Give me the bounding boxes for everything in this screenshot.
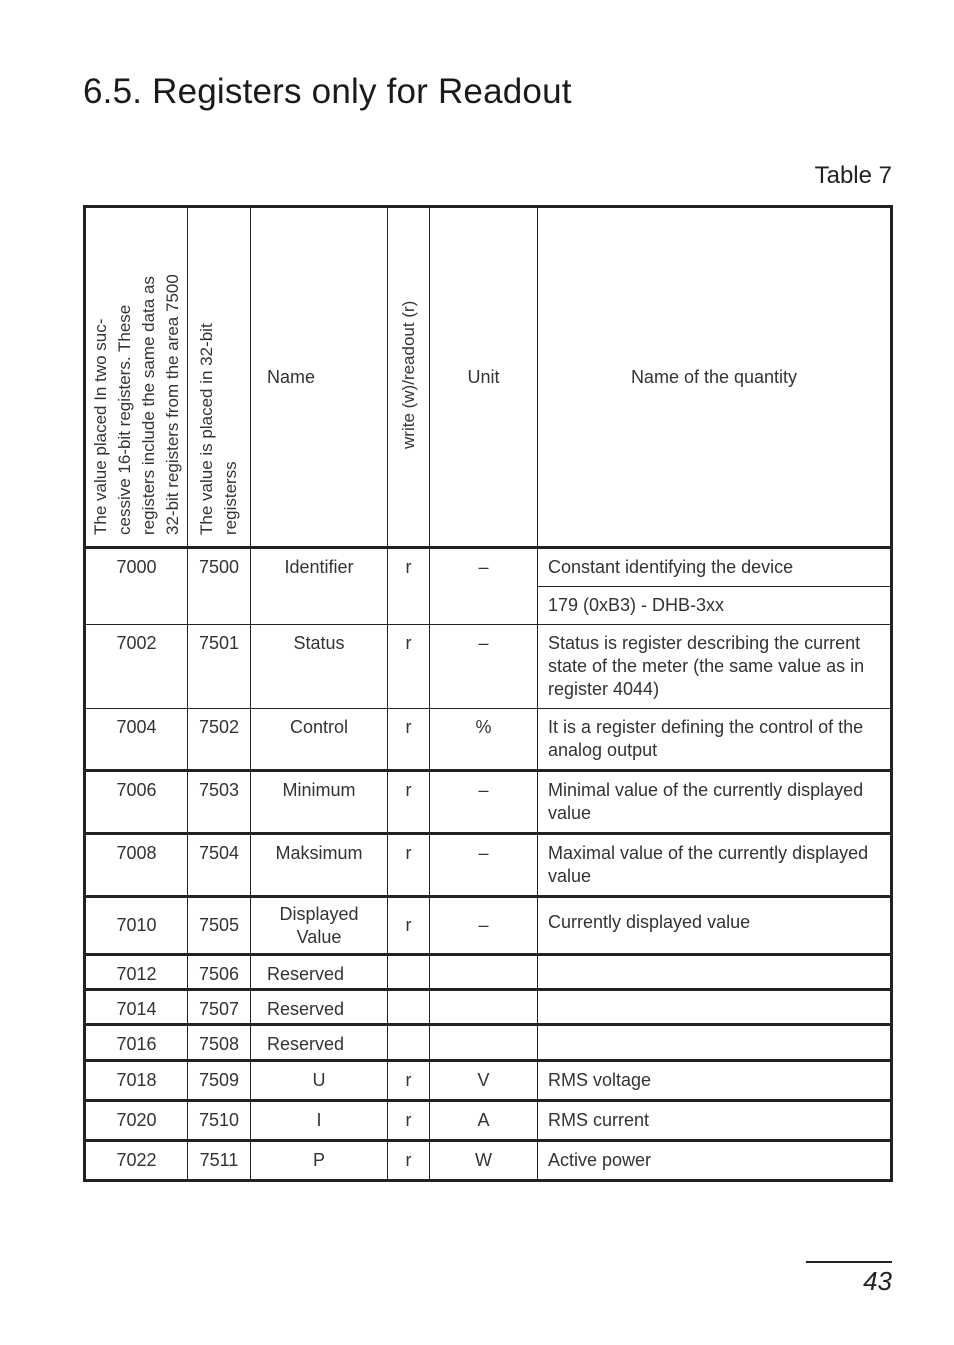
table-cell: 7012 bbox=[85, 955, 188, 990]
table-cell: 7511 bbox=[188, 1141, 251, 1181]
rotated-header-text: write (w)/readout (r) bbox=[398, 300, 418, 449]
table-cell: Maximal value of the currently displayed value bbox=[538, 834, 892, 897]
table-cell: 7510 bbox=[188, 1101, 251, 1141]
table-header-row bbox=[85, 207, 892, 548]
registers-table bbox=[83, 205, 893, 1182]
table-cell: % bbox=[430, 709, 538, 771]
table-cell: 7506 bbox=[188, 955, 251, 990]
table-cell: Status is register describing the current state of the meter (the same value as in register 4044) bbox=[538, 625, 892, 709]
table-cell: 7010 bbox=[85, 897, 188, 955]
table-cell: 7006 bbox=[85, 771, 188, 834]
page-title: 6.5. Registers only for Readout bbox=[83, 72, 572, 111]
table-cell: Identifier bbox=[251, 548, 388, 625]
table-cell: r bbox=[388, 625, 430, 709]
table-cell: r bbox=[388, 1141, 430, 1181]
table-row bbox=[85, 897, 892, 955]
table-cell: 7508 bbox=[188, 1025, 251, 1061]
table-cell: r bbox=[388, 1101, 430, 1141]
table-cell: 7014 bbox=[85, 990, 188, 1025]
table-cell: Minimal value of the currently displayed value bbox=[538, 771, 892, 834]
table-cell bbox=[388, 955, 430, 990]
table-cell: r bbox=[388, 771, 430, 834]
table-cell: Active power bbox=[538, 1141, 892, 1181]
table-cell: Maksimum bbox=[251, 834, 388, 897]
table-cell: – bbox=[430, 625, 538, 709]
table-cell: RMS current bbox=[538, 1101, 892, 1141]
table-cell bbox=[430, 955, 538, 990]
table-cell: I bbox=[251, 1101, 388, 1141]
header-32bit-registers bbox=[188, 207, 251, 548]
header-unit: Unit bbox=[430, 207, 538, 548]
table-cell: Status bbox=[251, 625, 388, 709]
page-number-rule bbox=[806, 1261, 892, 1263]
table-cell: 7020 bbox=[85, 1101, 188, 1141]
rotated-header-text: The value is placed in 32-bit registerss bbox=[197, 322, 240, 535]
table-cell: – bbox=[430, 548, 538, 625]
header-name: Name bbox=[251, 207, 388, 548]
table-caption: Table 7 bbox=[814, 162, 892, 189]
table-cell: Reserved bbox=[251, 990, 388, 1025]
table-row bbox=[85, 1061, 892, 1101]
table-cell: W bbox=[430, 1141, 538, 1181]
table-cell: V bbox=[430, 1061, 538, 1101]
table-cell: Reserved bbox=[251, 1025, 388, 1061]
table-cell bbox=[538, 1025, 892, 1061]
table-row bbox=[85, 1101, 892, 1141]
table-cell: 179 (0xB3) - DHB-3xx bbox=[538, 587, 892, 625]
table-row bbox=[85, 771, 892, 834]
header-write-readout bbox=[388, 207, 430, 548]
table-cell: 7500 bbox=[188, 548, 251, 625]
header-16bit-registers bbox=[85, 207, 188, 548]
table-cell: 7000 bbox=[85, 548, 188, 625]
table-cell: 7002 bbox=[85, 625, 188, 709]
table-cell: 7509 bbox=[188, 1061, 251, 1101]
table-cell bbox=[430, 990, 538, 1025]
table-row bbox=[85, 1141, 892, 1181]
table-cell: 7507 bbox=[188, 990, 251, 1025]
table-cell: RMS voltage bbox=[538, 1061, 892, 1101]
table-row bbox=[85, 625, 892, 709]
table-cell: Minimum bbox=[251, 771, 388, 834]
table-cell: 7505 bbox=[188, 897, 251, 955]
rotated-header-text: The value placed In two suc- cessive 16-bit registers. These registers include the same data as 32-bit registers from the area 7500 bbox=[90, 273, 182, 535]
table-cell: – bbox=[430, 897, 538, 955]
table-cell: r bbox=[388, 548, 430, 625]
table-cell: 7022 bbox=[85, 1141, 188, 1181]
table-row bbox=[85, 990, 892, 1025]
table-cell: 7502 bbox=[188, 709, 251, 771]
table-cell: U bbox=[251, 1061, 388, 1101]
table-cell: – bbox=[430, 771, 538, 834]
table-row bbox=[85, 548, 892, 587]
table-cell: Currently displayed value bbox=[538, 897, 892, 955]
table-cell: r bbox=[388, 834, 430, 897]
table-cell bbox=[538, 990, 892, 1025]
table-cell: r bbox=[388, 897, 430, 955]
table-cell: 7018 bbox=[85, 1061, 188, 1101]
table-cell: r bbox=[388, 1061, 430, 1101]
table-cell: A bbox=[430, 1101, 538, 1141]
table-row bbox=[85, 1025, 892, 1061]
table-cell bbox=[388, 1025, 430, 1061]
table-cell bbox=[538, 955, 892, 990]
table-cell: Reserved bbox=[251, 955, 388, 990]
table-cell: Constant identifying the device bbox=[538, 548, 892, 587]
table-row bbox=[85, 834, 892, 897]
table-cell: 7501 bbox=[188, 625, 251, 709]
header-quantity: Name of the quantity bbox=[538, 207, 892, 548]
page-number: 43 bbox=[863, 1266, 892, 1296]
table-cell: 7503 bbox=[188, 771, 251, 834]
table-cell: P bbox=[251, 1141, 388, 1181]
table-cell: 7016 bbox=[85, 1025, 188, 1061]
table-row bbox=[85, 709, 892, 771]
table-cell: Displayed Value bbox=[251, 897, 388, 955]
table-cell: – bbox=[430, 834, 538, 897]
table-cell: It is a register defining the control of the analog output bbox=[538, 709, 892, 771]
table-cell: 7004 bbox=[85, 709, 188, 771]
table-cell bbox=[430, 1025, 538, 1061]
table-cell: 7504 bbox=[188, 834, 251, 897]
table-row bbox=[85, 955, 892, 990]
table-cell: Control bbox=[251, 709, 388, 771]
table-cell bbox=[388, 990, 430, 1025]
table-cell: 7008 bbox=[85, 834, 188, 897]
table-cell: r bbox=[388, 709, 430, 771]
